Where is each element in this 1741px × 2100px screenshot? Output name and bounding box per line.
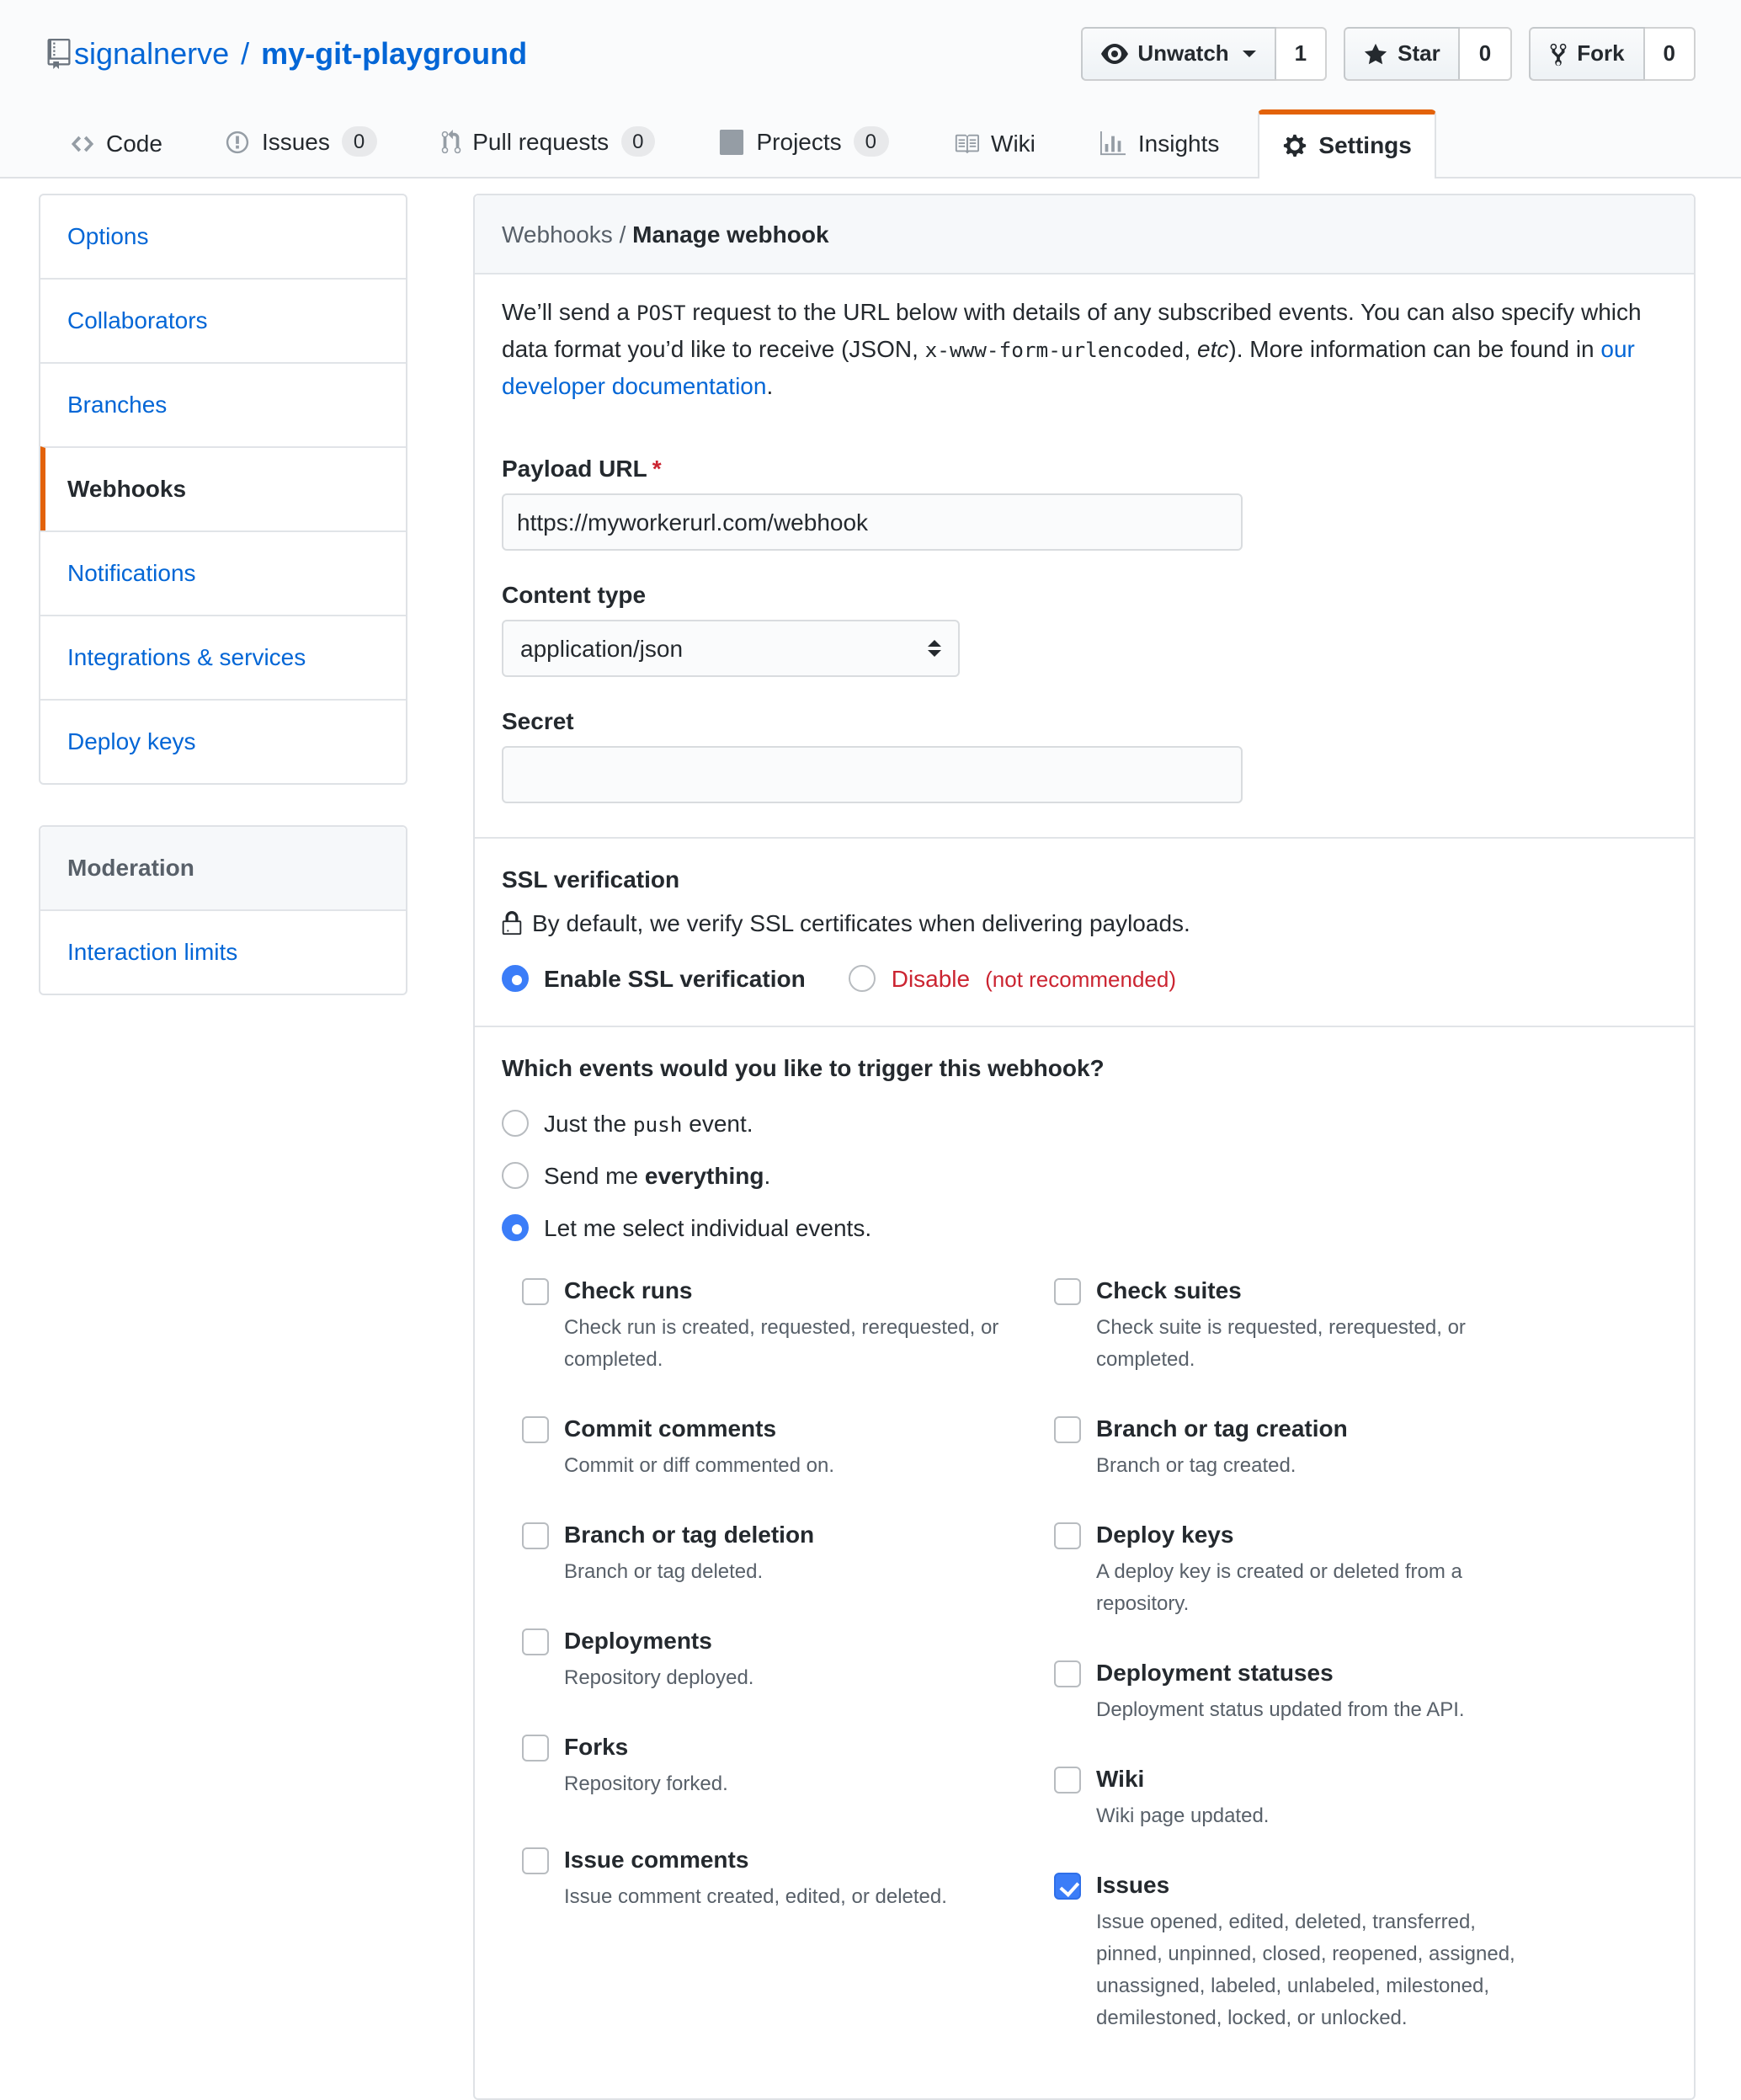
lock-icon (502, 910, 522, 935)
issue-comments-checkbox[interactable] (522, 1847, 549, 1874)
branch-tag-creation-checkbox[interactable] (1054, 1416, 1081, 1443)
push-code: push (632, 1113, 683, 1137)
event-item-branch-tag-deletion (522, 1519, 1054, 1588)
ssl-verification-section (475, 837, 1694, 1026)
tab-pull-requests[interactable] (415, 104, 680, 177)
tab-projects[interactable] (695, 104, 914, 177)
ssl-note-text: By default, we verify SSL certificates when delivering payloads. (532, 909, 1190, 936)
repo-title (74, 36, 527, 72)
payload-url-field-group (502, 455, 1667, 551)
enable-ssl-label: Enable SSL verification (544, 965, 806, 992)
tab-code[interactable] (45, 108, 188, 177)
repo-owner-link[interactable]: signalnerve (74, 36, 230, 70)
tab-issues-label: Issues (261, 128, 330, 155)
payload-url-label-text: Payload URL (502, 455, 647, 482)
sidebar-item-webhooks[interactable]: Webhooks (40, 446, 406, 530)
select-arrows-icon (928, 640, 941, 657)
event-description: Branch or tag created. (1096, 1453, 1296, 1477)
event-title[interactable]: Commit comments (564, 1415, 777, 1442)
disable-ssl-label: Disable (891, 965, 971, 992)
event-item-check-runs (522, 1275, 1054, 1376)
event-item-issues (1054, 1869, 1667, 2034)
breadcrumb (475, 195, 1694, 274)
event-description: Deployment status updated from the API. (1096, 1698, 1465, 1721)
sidebar-item-collaborators[interactable]: Collaborators (40, 278, 406, 362)
star-icon (1364, 41, 1387, 67)
graph-icon (1099, 131, 1126, 156)
repo-tab-nav (0, 104, 1741, 177)
content-type-field-group (502, 581, 1667, 677)
sidebar-item-deploy-keys[interactable]: Deploy keys (40, 699, 406, 783)
fork-group (1528, 27, 1696, 81)
event-title[interactable]: Forks (564, 1733, 629, 1760)
eye-icon (1100, 40, 1127, 67)
tab-insights[interactable] (1074, 108, 1245, 177)
issues-checkbox[interactable] (1054, 1873, 1081, 1900)
code-icon (71, 131, 94, 156)
event-description: Commit or diff commented on. (564, 1453, 835, 1477)
tab-wiki[interactable] (927, 108, 1061, 177)
sidebar-item-interaction-limits[interactable]: Interaction limits (40, 909, 406, 994)
intro-text: , (1184, 335, 1197, 362)
event-title[interactable]: Check suites (1096, 1277, 1242, 1303)
settings-menu (39, 194, 407, 785)
event-option-individual[interactable] (502, 1214, 1667, 1241)
content-area (0, 179, 1741, 2100)
tab-projects-label: Projects (756, 128, 842, 155)
everything-event-label: Send me everything. (544, 1162, 771, 1189)
repo-icon (45, 39, 72, 69)
developer-docs-link[interactable]: our developer documentation (502, 335, 1635, 399)
tab-settings[interactable] (1258, 109, 1436, 179)
events-heading: Which events would you like to trigger this webhook? (502, 1054, 1105, 1081)
intro-text: . (766, 372, 774, 399)
projects-count-badge: 0 (854, 126, 888, 157)
individual-events-label: Let me select individual events. (544, 1214, 872, 1241)
enable-ssl-option[interactable] (502, 965, 806, 992)
payload-url-input[interactable] (502, 493, 1243, 551)
sidebar-item-options[interactable]: Options (67, 222, 149, 249)
push-event-label: Just the push event. (544, 1110, 753, 1137)
moderation-heading: Moderation (40, 827, 406, 909)
git-pull-request-icon (440, 129, 461, 154)
unwatch-label: Unwatch (1137, 40, 1229, 66)
issue-opened-icon (226, 129, 250, 154)
deployments-checkbox[interactable] (522, 1628, 549, 1655)
event-description: Wiki page updated. (1096, 1804, 1270, 1827)
sidebar-item-notifications[interactable]: Notifications (40, 530, 406, 615)
page-title: Manage webhook (632, 221, 829, 248)
fork-button[interactable] (1528, 27, 1644, 81)
events-section (475, 1026, 1694, 2098)
tab-settings-label: Settings (1318, 131, 1412, 158)
content-type-label: Content type (502, 581, 647, 608)
event-item-deploy-keys (1054, 1519, 1667, 1620)
unwatch-button[interactable] (1080, 27, 1275, 81)
event-item-issue-comments (522, 1844, 1054, 1913)
star-group (1344, 27, 1511, 81)
enable-ssl-radio[interactable] (502, 965, 529, 992)
pulls-count-badge: 0 (620, 126, 655, 157)
deployment-statuses-checkbox[interactable] (1054, 1660, 1081, 1687)
settings-sidebar (39, 194, 407, 1036)
wiki-checkbox[interactable] (1054, 1767, 1081, 1794)
watch-group (1080, 27, 1327, 81)
event-column-left (522, 1275, 1054, 2071)
event-title[interactable]: Check runs (564, 1277, 693, 1303)
event-title[interactable]: Wiki (1096, 1765, 1145, 1792)
star-label: Star (1398, 40, 1440, 66)
page-head (0, 0, 1741, 179)
sidebar-item-integrations[interactable]: Integrations & services (40, 615, 406, 699)
event-checkbox-grid (502, 1275, 1667, 2071)
event-description: Repository deployed. (564, 1666, 754, 1689)
moderation-menu (39, 825, 407, 995)
event-description: Check suite is requested, rerequested, or completed. (1096, 1315, 1466, 1371)
event-option-push[interactable] (502, 1110, 1667, 1137)
event-description: Branch or tag deleted. (564, 1559, 764, 1583)
post-code: POST (636, 301, 686, 325)
payload-url-label (502, 455, 1667, 482)
event-item-commit-comments (522, 1413, 1054, 1482)
star-count[interactable]: 0 (1461, 27, 1511, 81)
breadcrumb-separator: / (612, 221, 633, 248)
etc-emphasis: etc (1197, 335, 1229, 362)
event-description: Check run is created, requested, rerequested, or completed. (564, 1315, 999, 1371)
event-item-wiki (1054, 1763, 1667, 1832)
caret-down-icon (1243, 51, 1256, 57)
project-icon (720, 129, 745, 154)
secret-label: Secret (502, 707, 574, 734)
branch-tag-deletion-checkbox[interactable] (522, 1522, 549, 1549)
repo-forked-icon (1548, 41, 1567, 67)
event-title[interactable]: Issue comments (564, 1846, 749, 1873)
sidebar-item-branches[interactable]: Branches (40, 362, 406, 446)
event-title[interactable]: Deploy keys (1096, 1521, 1234, 1548)
webhook-form-section (475, 428, 1694, 837)
event-item-check-suites (1054, 1275, 1667, 1376)
repo-header-row (0, 27, 1741, 81)
urlencoded-code: x-www-form-urlencoded (924, 338, 1185, 362)
event-item-deployment-statuses (1054, 1657, 1667, 1726)
event-column-right (1054, 1275, 1667, 2071)
tab-code-label: Code (106, 130, 162, 157)
tab-insights-label: Insights (1137, 130, 1220, 157)
ssl-note (502, 909, 1667, 936)
webhook-intro-text (475, 274, 1687, 428)
event-description: Issue comment created, edited, or deleted. (564, 1884, 947, 1908)
secret-field-group (502, 707, 1667, 803)
required-asterisk: * (652, 455, 662, 482)
event-description: A deploy key is created or deleted from a repository. (1096, 1559, 1462, 1615)
event-title[interactable]: Branch or tag creation (1096, 1415, 1348, 1442)
disable-ssl-warning: (not recommended) (985, 966, 1177, 991)
commit-comments-checkbox[interactable] (522, 1416, 549, 1443)
repo-actions (1080, 27, 1696, 81)
disable-ssl-radio[interactable] (849, 965, 876, 992)
disable-ssl-option[interactable] (849, 965, 1176, 992)
ssl-radio-row (502, 965, 1667, 992)
intro-text: ). More information can be found in (1228, 335, 1601, 362)
repo-path-separator: / (241, 36, 250, 70)
event-item-deployments (522, 1625, 1054, 1694)
deploy-keys-checkbox[interactable] (1054, 1522, 1081, 1549)
watch-count[interactable]: 1 (1276, 27, 1327, 81)
everything-event-radio[interactable] (502, 1162, 529, 1189)
event-description: Repository forked. (564, 1772, 728, 1795)
tab-pulls-label: Pull requests (472, 128, 610, 155)
gear-icon (1283, 132, 1307, 157)
book-icon (952, 131, 979, 156)
event-title[interactable]: Deployment statuses (1096, 1659, 1334, 1686)
event-description: Issue opened, edited, deleted, transferred, pinned, unpinned, closed, reopened, assigned, unassigned, labeled, unlabeled, milestoned, demilestoned, locked, or unlocked. (1096, 1910, 1515, 2029)
fork-label: Fork (1577, 40, 1625, 66)
check-runs-checkbox[interactable] (522, 1278, 549, 1305)
event-title[interactable]: Deployments (564, 1627, 712, 1654)
intro-text: We’ll send a (502, 298, 636, 325)
check-suites-checkbox[interactable] (1054, 1278, 1081, 1305)
event-item-branch-tag-creation (1054, 1413, 1667, 1482)
forks-checkbox[interactable] (522, 1735, 549, 1762)
event-item-forks (522, 1731, 1054, 1800)
event-title[interactable]: Branch or tag deletion (564, 1521, 815, 1548)
ssl-heading: SSL verification (502, 866, 680, 893)
webhook-settings-box (473, 194, 1696, 2100)
push-event-radio[interactable] (502, 1110, 529, 1137)
tab-issues[interactable] (201, 104, 402, 177)
content-type-select[interactable] (502, 620, 960, 677)
content-type-value: application/json (520, 635, 684, 662)
secret-input[interactable] (502, 746, 1243, 803)
individual-events-radio[interactable] (502, 1214, 529, 1241)
issues-count-badge: 0 (342, 126, 376, 157)
tab-wiki-label: Wiki (991, 130, 1036, 157)
intro-text: request to the URL below with details of any subscribed events. You can also specify which data format you’d like to receive (JSON, (502, 298, 1642, 362)
event-title[interactable]: Issues (1096, 1871, 1170, 1898)
star-button[interactable] (1344, 27, 1461, 81)
fork-count[interactable]: 0 (1645, 27, 1696, 81)
breadcrumb-webhooks-link[interactable]: Webhooks (502, 221, 613, 248)
event-option-everything[interactable] (502, 1162, 1667, 1189)
repo-name-link[interactable]: my-git-playground (261, 36, 528, 70)
